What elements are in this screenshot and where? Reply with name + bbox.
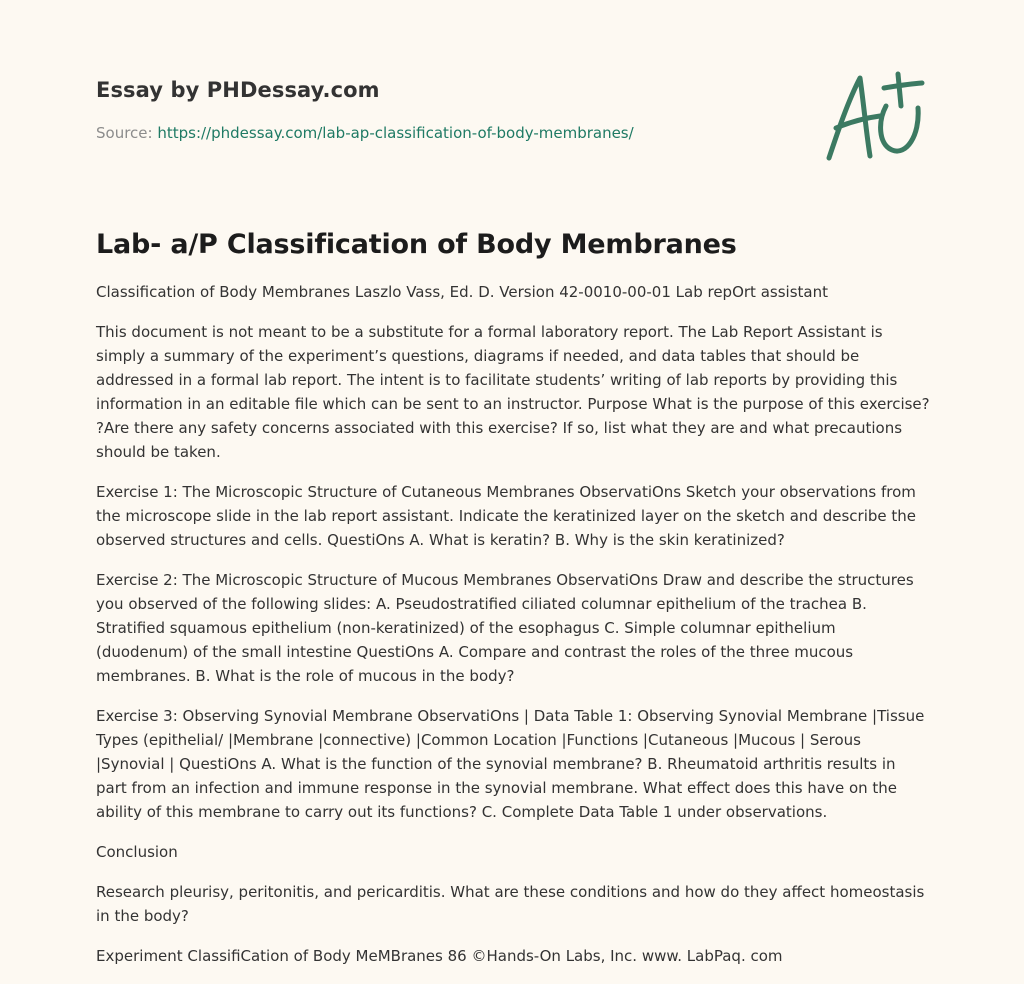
- source-link[interactable]: https://phdessay.com/lab-ap-classification-of-body-membranes/: [157, 124, 634, 142]
- document-footer-line: Experiment ClassifiCation of Body MeMBranes 86 ©Hands-On Labs, Inc. www. LabPaq. com: [96, 947, 783, 965]
- document-paragraph: Classification of Body Membranes Laszlo Vass, Ed. D. Version 42-0010-00-01 Lab repOrt assistant: [96, 283, 828, 301]
- document-paragraph: Exercise 3: Observing Synovial Membrane ObservatiOns | Data Table 1: Observing Synovial Membrane |Tissue Types (epithelial/ |Membrane |connective) |Common Location |Functions |Cutaneous |Mucous | Serous |Synovial | QuestiOns A. What is the function of the synovial membrane? B. Rheumatoid arthritis results in part from an infection and immune response in the synovial membrane. What effect does this have on the ability of this membrane to carry out its functions? C. Complete Data Table 1 under observations.: [96, 707, 925, 821]
- document-body: [96, 226, 930, 984]
- page-header: [96, 74, 796, 142]
- source-label: Source:: [96, 124, 158, 142]
- document-paragraph: This document is not meant to be a substitute for a formal laboratory report. The Lab Report Assistant is simply a summary of the experiment’s questions, diagrams if needed, and data tables that should be addressed in a formal lab report. The intent is to facilitate students’ writing of lab reports by providing this information in an editable file which can be sent to an instructor. Purpose What is the purpose of this exercise? ?Are there any safety concerns associated with this exercise? If so, list what they are and what precautions should be taken.: [96, 323, 930, 461]
- document-paragraph: Research pleurisy, peritonitis, and pericarditis. What are these conditions and how do they affect homeostasis in the body?: [96, 883, 925, 925]
- conclusion-heading: Conclusion: [96, 843, 178, 861]
- document-title: Lab- a/P Classification of Body Membranes: [96, 229, 737, 260]
- source-line: [96, 122, 634, 144]
- a-plus-logo-icon: [820, 66, 930, 166]
- document-paragraph: Exercise 2: The Microscopic Structure of Mucous Membranes ObservatiOns Draw and describe the structures you observed of the following slides: A. Pseudostratified ciliated columnar epithelium of the trachea B. Stratified squamous epithelium (non-keratinized) of the esophagus C. Simple columnar epithelium (duodenum) of the small intestine QuestiOns A. Compare and contrast the roles of the three mucous membranes. B. What is the role of mucous in the body?: [96, 571, 914, 685]
- site-title: Essay by PHDessay.com: [96, 78, 380, 102]
- document-paragraph: Exercise 1: The Microscopic Structure of Cutaneous Membranes ObservatiOns Sketch your observations from the microscope slide in the lab report assistant. Indicate the keratinized layer on the sketch and describe the observed structures and cells. QuestiOns A. What is keratin? B. Why is the skin keratinized?: [96, 483, 916, 549]
